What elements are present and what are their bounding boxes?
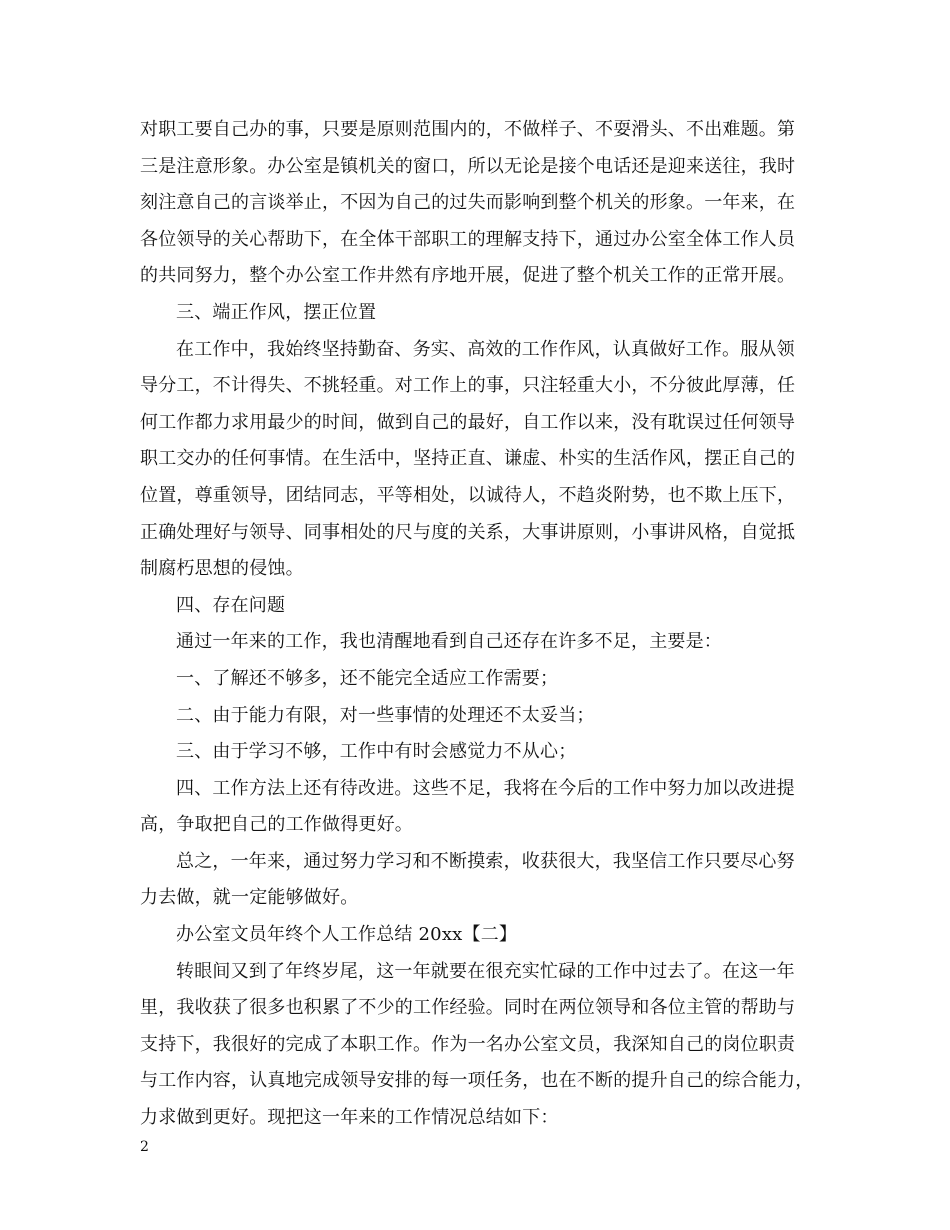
text-line: 四、工作方法上还有待改进。这些不足，我将在今后的工作中努力加以改进提 [176,777,795,799]
text-line: 位置，尊重领导，团结同志，平等相处，以诚待人，不趋炎附势，也不欺上压下， [140,484,796,506]
text-line: 通过一年来的工作，我也清醒地看到自己还存在许多不足，主要是： [176,631,722,653]
text-line: 四、存在问题 [176,594,286,616]
document-body [140,112,830,1137]
text-line: 力去做，就一定能够做好。 [140,887,359,909]
text-line: 力求做到更好。现把这一年来的工作情况总结如下： [140,1107,559,1129]
text-line: 刻注意自己的言谈举止，不因为自己的过失而影响到整个机关的形象。一年来，在 [140,192,796,214]
text-line: 制腐朽思想的侵蚀。 [140,558,304,580]
text-line: 何工作都力求用最少的时间，做到自己的最好，自工作以来，没有耽误过任何领导 [140,411,796,433]
text-line: 三、由于学习不够，工作中有时会感觉力不从心； [176,741,577,763]
text-line: 一、了解还不够多，还不能完全适应工作需要； [176,667,559,689]
text-line: 三是注意形象。办公室是镇机关的窗口，所以无论是接个电话还是迎来送往，我时 [140,155,796,177]
text-line: 各位领导的关心帮助下，在全体干部职工的理解支持下，通过办公室全体工作人员 [140,228,796,250]
text-line: 三、端正作风，摆正位置 [176,301,377,323]
text-line: 正确处理好与领导、同事相处的尺与度的关系，大事讲原则，小事讲风格，自觉抵 [140,521,796,543]
text-line: 里，我收获了很多也积累了不少的工作经验。同时在两位领导和各位主管的帮助与 [140,997,796,1019]
text-line: 二、由于能力有限，对一些事情的处理还不太妥当； [176,704,595,726]
page-number: 2 [140,1139,149,1155]
text-line: 在工作中，我始终坚持勤奋、务实、高效的工作作风，认真做好工作。服从领 [176,338,795,360]
text-line: 对职工要自己办的事，只要是原则范围内的，不做样子、不耍滑头、不出难题。第 [140,119,796,140]
text-line: 与工作内容，认真地完成领导安排的每一项任务，也在不断的提升自己的综合能力， [140,1070,814,1092]
text-line: 支持下，我很好的完成了本职工作。作为一名办公室文员，我深知自己的岗位职责 [140,1033,796,1055]
text-line: 的共同努力，整个办公室工作井然有序地开展，促进了整个机关工作的正常开展。 [140,265,796,287]
text-line: 转眼间又到了年终岁尾，这一年就要在很充实忙碌的工作中过去了。在这一年 [176,960,795,982]
text-line: 导分工，不计得失、不挑轻重。对工作上的事，只注轻重大小，不分彼此厚薄，任 [140,375,796,397]
text-line: 高，争取把自己的工作做得更好。 [140,814,413,836]
text-line: 总之，一年来，通过努力学习和不断摸索，收获很大，我坚信工作只要尽心努 [176,850,795,872]
text-line: 办公室文员年终个人工作总结 20xx【二】 [176,924,518,946]
text-line: 职工交办的任何事情。在生活中，坚持正直、谦虚、朴实的生活作风，摆正自己的 [140,448,796,470]
